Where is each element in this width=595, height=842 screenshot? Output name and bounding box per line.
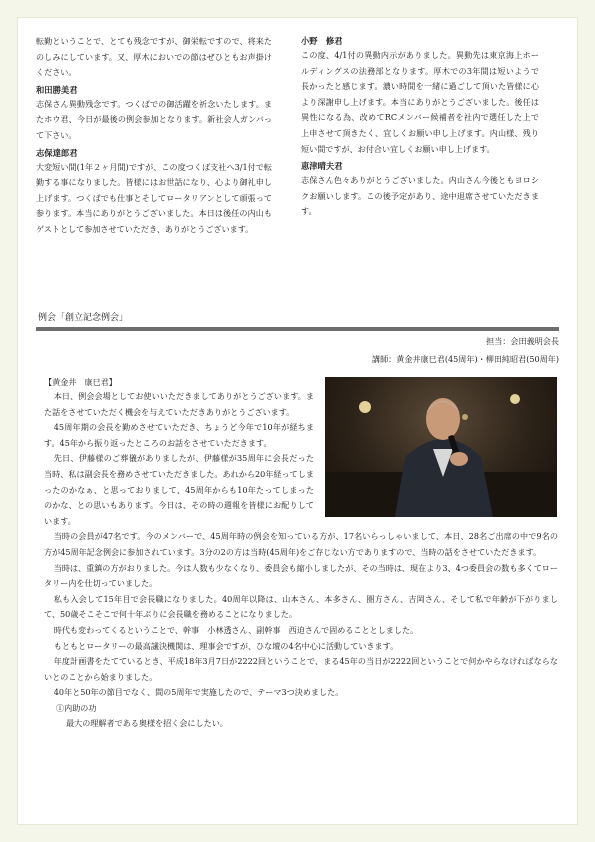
section-header — [36, 311, 559, 331]
left-intro-text: 転勤ということで、とても残念ですが、御栄転ですので、将来たのしみにしています。又、厚木においでの節はぜひともお声掛けください。 — [36, 36, 272, 78]
lecture-paragraph: 当時の会員が47名です。今のメンバーで、45周年時の例会を知っている方が、17名いらっしゃいまして、本日、28名ご出席の中で9名の方が45周年記念例会に参加されています。3分の2の方は当時(45周年)をご存じない方でありますので、当時の話をさせていただきます。 — [44, 531, 558, 557]
left-column — [36, 34, 272, 240]
lecture-paragraph: 40年と50年の節目でなく、間の5周年で実施したので、テーマ3つ決めました。 — [53, 687, 344, 698]
section-divider — [36, 327, 559, 331]
section-organizer: 担当：会田義明会長 — [486, 336, 559, 346]
speaker-heading: 【黄金井 康巳君】 — [44, 377, 117, 387]
lecture-paragraph: 当時は、重鎮の方がおりました。今は人数も少なくなり、委員会も縮小しましたが、その当時は、現在より3、4つ委員会の数も多くてロータリー内を仕切っていました。 — [44, 562, 558, 589]
sub-item-text: 最大の理解者である奥様を招く会にしたい。 — [66, 718, 228, 729]
member-comment: 志保さん色々ありがとうございました。内山さん今後ともヨロシクお願いします。この後予定があり、途中退席させていただきます。 — [301, 175, 539, 217]
member-name: 小野 修君 — [301, 36, 343, 46]
lecture-paragraph: 年度計画書をたてているとき、平成18年3月7日が2222回ということで、まる45年の当日が2222回ということで何かやらなければならないとのことから始まりました。 — [44, 656, 558, 682]
lecture-body — [44, 389, 558, 732]
member-name: 志保達郎君 — [36, 147, 78, 158]
lecture-paragraph: もともとロータリーの最高議決機関は、理事会ですが、ひな壇の4名中心に活動していきます。 — [53, 640, 399, 651]
lecture-paragraph: 時代も変わってくるということで、幹事 小林透さん、副幹事 西迫さんで固めることとしました。 — [53, 624, 419, 635]
right-column — [301, 34, 539, 222]
member-name: 和田勝美君 — [36, 84, 78, 95]
lecture-paragraph: 私も入会して15年目で会長職になりました。40周年以降は、山本さん、本多さん、圏方さん、吉岡さん、そして私で年齢が下がりまして、50歳そこそこで何十年ぶりに会長職を務めることになりました。 — [44, 593, 558, 620]
lecture-paragraph: 45周年期の会長を勤めさせていただき、ちょうど今年で10年が経ちます。45年から振り返ったところのお話をさせていただきます。 — [44, 422, 314, 448]
section-speakers: 講師：黄金井康巳君(45周年)・柳田純昭君(50周年) — [371, 354, 559, 364]
member-comment: 志保さん異動残念です。つくばでの御活躍を祈念いたします。またホウ君、今日が最後の例会参加となります。新社会人ガンバって下さい。 — [36, 98, 272, 140]
lecture-paragraph: 本日、例会会場としてお使いいただきましてありがとうございます。また話をさせていただく機会を与えていただきありがとうございます。 — [44, 391, 314, 417]
sub-item-heading: ①内助の功 — [56, 702, 97, 713]
section-title: 例会「創立記念例会」 — [38, 313, 129, 323]
member-comment: 大変短い間(1年２ヶ月間)ですが、この度つくば支社へ3/1付で転勤する事になりました。皆様にはお世話になり、心より御礼申し上げます。つくばでも仕事とそしてロータリアンとして頑張って参ります。本当にありがとうございました。本日は後任の内山もゲストとして参加させていただき、ありがとうございます。 — [36, 161, 272, 234]
member-name: 恵津晴夫君 — [301, 161, 343, 172]
lecture-paragraph: 先日、伊藤様のご葬儀がありましたが、伊藤様が35周年に会長だった当時、私は副会長を務めさせていただきました。あれから20年経ってしまったのかなぁ、と思っておりまして、45周年からも10年たってしまったのかな、との思いもあります。今日は、その時の週報を皆様にお配りしています。 — [44, 453, 314, 526]
member-comment: この度、4/1付の異動内示がありました。異動先は東京海上ホールディングスの法務部となります。厚木での3年間は短いようで長かったと感じます。濃い時間を一緒に過ごして頂いた皆様に心より深謝申し上げます。本当にありがとうございました。後任は異性になる為、改めてRCメンバー候補者を社内で選任した上で上申させて頂きたく、宜しくお願い申し上げます。内山様、残り短い間ですが、お付合い宜しくお願い申し上げます。 — [301, 50, 539, 154]
